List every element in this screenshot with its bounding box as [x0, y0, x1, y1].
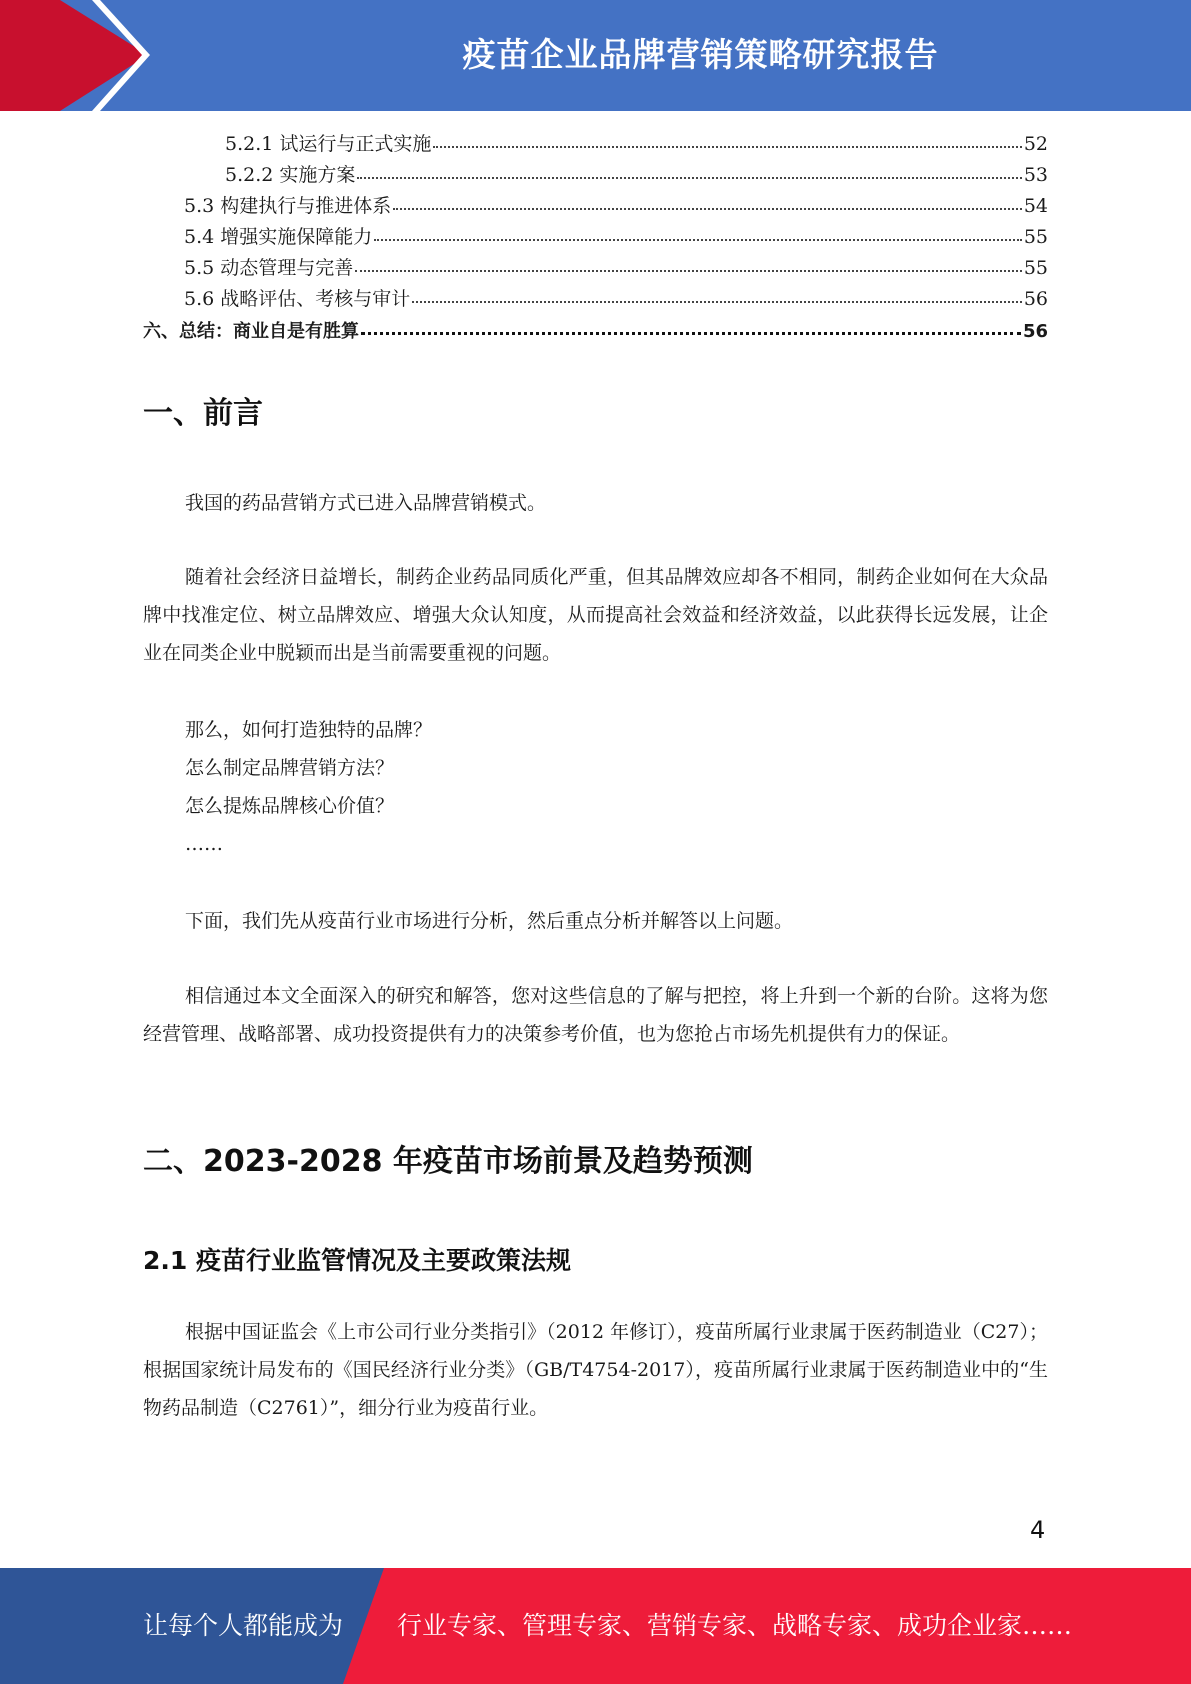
toc-entry-label: 5.2.2 实施方案	[225, 164, 356, 186]
paragraph: 随着社会经济日益增长，制药企业药品同质化严重，但其品牌效应却各不相同，制药企业如何在大众品牌中找准定位、树立品牌效应、增强大众认知度，从而提高社会效益和经济效益，以此获得长远发展，让企业在同类企业中脱颖而出是当前需要重视的问题。	[143, 566, 1048, 664]
toc-entry-label: 5.2.1 试运行与正式实施	[225, 133, 432, 155]
toc-entry[interactable]	[143, 252, 1048, 283]
toc-entry-chapter[interactable]	[143, 314, 1048, 345]
table-of-contents	[143, 128, 1048, 345]
toc-leader	[412, 281, 1022, 303]
footer-slogan-right: 行业专家、管理专家、营销专家、战略专家、成功企业家……	[397, 1611, 1073, 1640]
page-number: 4	[1030, 1516, 1046, 1544]
question-item: ……	[185, 833, 223, 855]
toc-entry-page: 56	[1023, 288, 1048, 310]
toc-entry-label: 5.6 战略评估、考核与审计	[184, 288, 411, 310]
toc-entry-label: 5.4 增强实施保障能力	[184, 226, 373, 248]
toc-entry-label: 5.3 构建执行与推进体系	[184, 195, 392, 217]
toc-entry[interactable]	[143, 190, 1048, 221]
toc-entry-page: 55	[1023, 257, 1048, 279]
question-item: 怎么提炼品牌核心价值？	[185, 795, 395, 817]
footer-banner	[0, 1568, 1191, 1684]
subsection-heading: 2.1 疫苗行业监管情况及主要政策法规	[143, 1246, 571, 1275]
paragraph: 我国的药品营销方式已进入品牌营销模式。	[185, 492, 547, 514]
toc-entry-page: 54	[1023, 195, 1048, 217]
toc-leader	[433, 126, 1021, 148]
footer-slogan-left: 让每个人都能成为	[143, 1611, 344, 1640]
question-item: 怎么制定品牌营销方法？	[185, 757, 395, 779]
report-title: 疫苗企业品牌营销策略研究报告	[462, 35, 939, 74]
toc-entry[interactable]	[143, 221, 1048, 252]
toc-entry-page: 52	[1023, 133, 1048, 155]
toc-leader	[374, 219, 1022, 241]
toc-leader	[361, 312, 1021, 335]
toc-leader	[355, 250, 1022, 272]
toc-entry[interactable]	[143, 128, 1048, 159]
toc-entry-label: 5.5 动态管理与完善	[184, 257, 354, 279]
header-banner	[0, 0, 1191, 111]
section-heading-preface: 一、前言	[143, 396, 263, 431]
toc-leader	[357, 157, 1021, 179]
toc-leader	[393, 188, 1022, 210]
paragraph: 下面，我们先从疫苗行业市场进行分析，然后重点分析并解答以上问题。	[185, 910, 794, 932]
toc-entry[interactable]	[143, 283, 1048, 314]
paragraph: 相信通过本文全面深入的研究和解答，您对这些信息的了解与把控，将上升到一个新的台阶。这将为您经营管理、战略部署、成功投资提供有力的决策参考价值，也为您抢占市场先机提供有力的保证。	[143, 985, 1048, 1045]
toc-entry[interactable]	[143, 159, 1048, 190]
section-heading-forecast: 二、2023-2028 年疫苗市场前景及趋势预测	[143, 1144, 753, 1179]
toc-entry-label: 六、总结：商业自是有胜算	[143, 321, 359, 342]
toc-entry-page: 56	[1022, 321, 1048, 342]
paragraph: 根据中国证监会《上市公司行业分类指引》（2012 年修订），疫苗所属行业隶属于医药制造业（C27）；根据国家统计局发布的《国民经济行业分类》（GB/T4754-2017），疫苗所属行业隶属于医药制造业中的“生物药品制造（C2761）”，细分行业为疫苗行业。	[143, 1321, 1048, 1419]
question-item: 那么，如何打造独特的品牌？	[185, 719, 433, 741]
toc-entry-page: 53	[1023, 164, 1048, 186]
toc-entry-page: 55	[1023, 226, 1048, 248]
question-list	[185, 711, 432, 863]
